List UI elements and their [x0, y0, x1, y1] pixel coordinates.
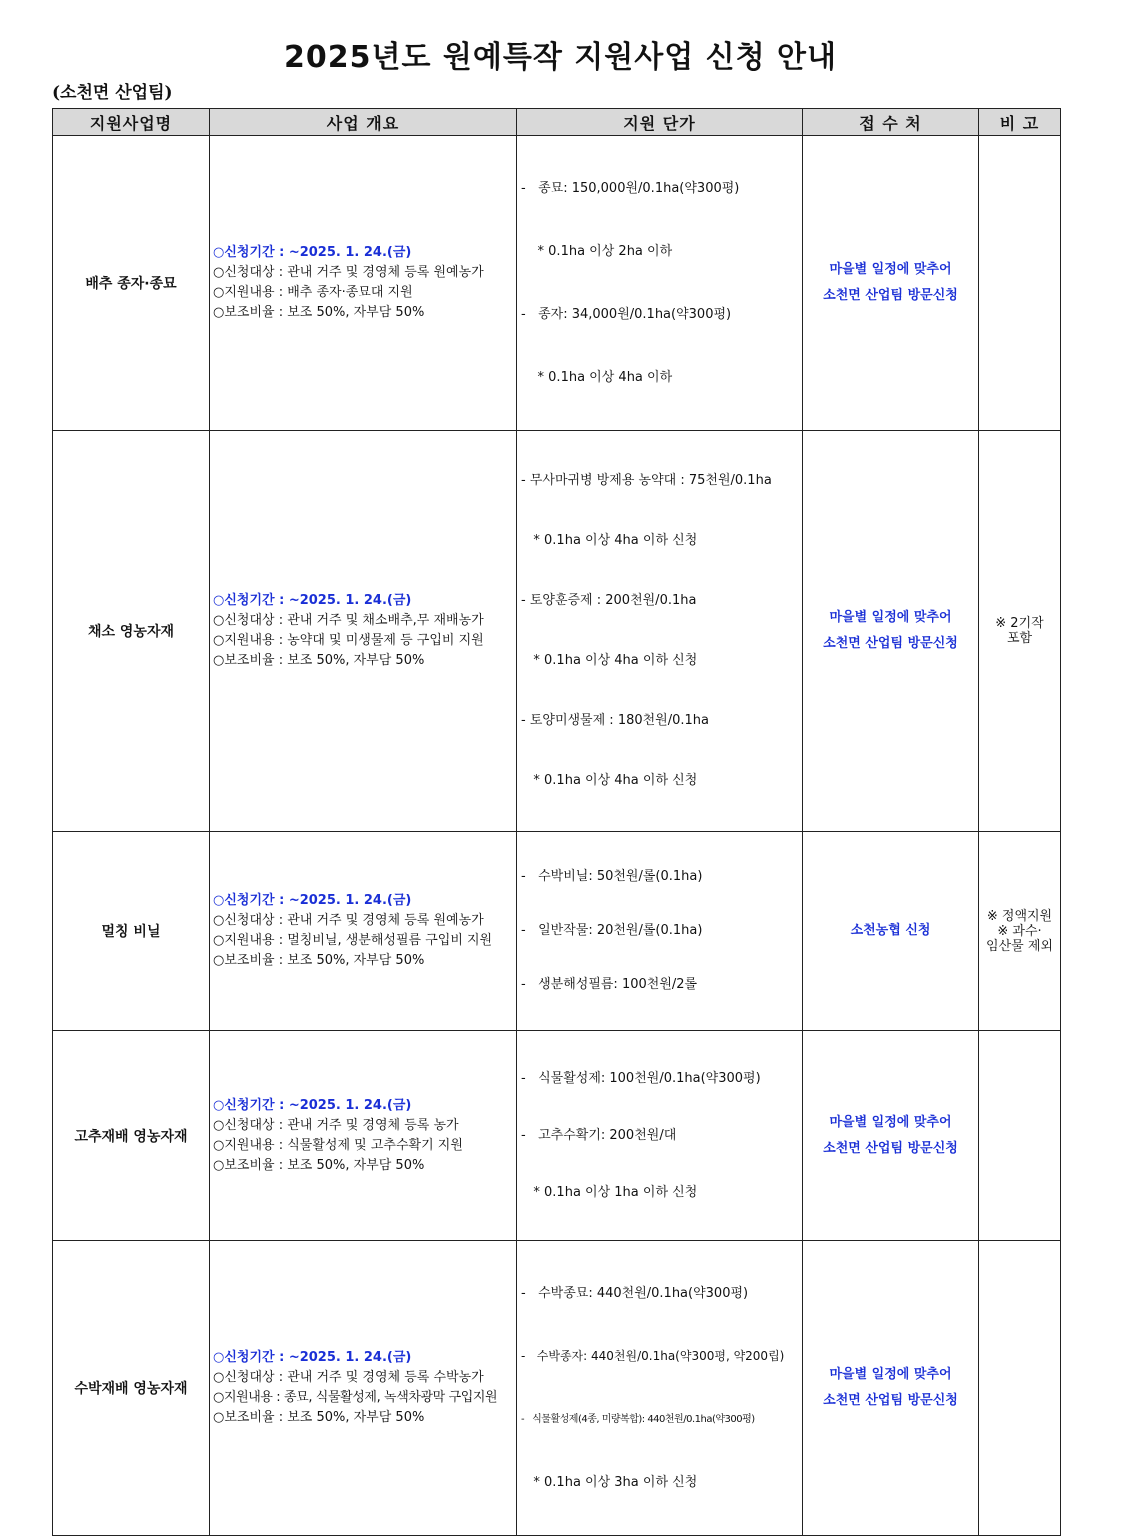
note-cell	[979, 1031, 1061, 1241]
unit-price	[517, 832, 803, 1031]
reception-place	[803, 832, 979, 1031]
price-line: - 토양미생물제 : 180천원/0.1ha	[521, 713, 710, 728]
price-line: - 종묘: 150,000원/0.1ha(약300평)	[521, 181, 740, 196]
subsidy-ratio: ○보조비율 : 보조 50%, 자부담 50%	[213, 305, 425, 320]
price-line: * 0.1ha 이상 4ha 이하 신청	[521, 653, 698, 668]
support-content: ○지원내용 : 배추 종자·종묘대 지원	[213, 285, 413, 300]
application-target: ○신청대상 : 관내 거주 및 경영체 등록 원예농가	[213, 265, 484, 280]
program-overview	[210, 1031, 517, 1241]
reception-line: 마을별 일정에 맞추어	[829, 1114, 952, 1130]
reception-place	[803, 136, 979, 431]
application-target: ○신청대상 : 관내 거주 및 경영체 등록 농가	[213, 1117, 459, 1133]
price-line: - 수박비닐: 50천원/롤(0.1ha)	[521, 869, 703, 884]
table-row	[53, 136, 1061, 431]
price-line: - 무사마귀병 방제용 농약대 : 75천원/0.1ha	[521, 473, 772, 488]
header-overview: 사업 개요	[210, 109, 517, 136]
subsidy-ratio: ○보조비율 : 보조 50%, 자부담 50%	[213, 653, 425, 668]
application-period: ○신청기간 : ~2025. 1. 24.(금)	[213, 1350, 412, 1365]
price-line: - 일반작물: 20천원/롤(0.1ha)	[521, 923, 703, 938]
application-period: ○신청기간 : ~2025. 1. 24.(금)	[213, 245, 412, 260]
page-title: 2025년도 원예특작 지원사업 신청 안내	[284, 40, 837, 75]
price-line: - 수박종자: 440천원/0.1ha(약300평, 약200립)	[521, 1349, 785, 1363]
support-content: ○지원내용 : 식물활성제 및 고추수확기 지원	[213, 1137, 463, 1153]
reception-line: 소천농협 신청	[850, 923, 931, 938]
price-line: * 0.1ha 이상 1ha 이하 신청	[521, 1185, 698, 1200]
program-overview	[210, 431, 517, 832]
header-program-name: 지원사업명	[53, 109, 210, 136]
program-name: 멀칭 비닐	[53, 832, 210, 1031]
support-content: ○지원내용 : 종묘, 식물활성제, 녹색차광막 구입지원	[213, 1390, 498, 1405]
program-overview	[210, 832, 517, 1031]
program-name: 고추재배 영농자재	[53, 1031, 210, 1241]
subsidy-ratio: ○보조비율 : 보조 50%, 자부담 50%	[213, 953, 425, 968]
program-overview	[210, 1241, 517, 1536]
reception-line: 소천면 산업팀 방문신청	[823, 1393, 958, 1408]
price-line: - 식물활성제(4종, 미량복합): 440천원/0.1ha(약300평)	[521, 1414, 755, 1425]
application-period: ○신청기간 : ~2025. 1. 24.(금)	[213, 1097, 412, 1113]
price-line: * 0.1ha 이상 3ha 이하 신청	[521, 1475, 698, 1490]
unit-price	[517, 136, 803, 431]
reception-line: 소천면 산업팀 방문신청	[823, 288, 958, 303]
program-overview	[210, 136, 517, 431]
table-row	[53, 832, 1061, 1031]
price-line: * 0.1ha 이상 4ha 이하	[521, 370, 673, 385]
note-text: ※ 정액지원 ※ 과수· 임산물 제외	[986, 908, 1053, 954]
unit-price	[517, 1241, 803, 1536]
note-cell	[979, 136, 1061, 431]
program-name: 채소 영농자재	[53, 431, 210, 832]
price-line: - 식물활성제: 100천원/0.1ha(약300평)	[521, 1071, 761, 1086]
support-content: ○지원내용 : 농약대 및 미생물제 등 구입비 지원	[213, 633, 484, 648]
price-line: - 토양훈증제 : 200천원/0.1ha	[521, 593, 697, 608]
application-target: ○신청대상 : 관내 거주 및 채소배추,무 재배농가	[213, 613, 484, 628]
reception-line: 소천면 산업팀 방문신청	[823, 1140, 958, 1156]
price-line: - 생분해성필름: 100천원/2롤	[521, 977, 698, 992]
application-target: ○신청대상 : 관내 거주 및 경영체 등록 원예농가	[213, 913, 484, 928]
price-line: * 0.1ha 이상 2ha 이하	[521, 244, 673, 259]
note-cell	[979, 1241, 1061, 1536]
subsidy-ratio: ○보조비율 : 보조 50%, 자부담 50%	[213, 1410, 425, 1425]
price-line: - 종자: 34,000원/0.1ha(약300평)	[521, 307, 732, 322]
reception-place	[803, 1031, 979, 1241]
application-target: ○신청대상 : 관내 거주 및 경영체 등록 수박농가	[213, 1370, 484, 1385]
reception-line: 마을별 일정에 맞추어	[829, 610, 952, 625]
subsidy-ratio: ○보조비율 : 보조 50%, 자부담 50%	[213, 1157, 425, 1173]
price-line: - 고추수확기: 200천원/대	[521, 1128, 677, 1143]
unit-price	[517, 1031, 803, 1241]
price-line: * 0.1ha 이상 4ha 이하 신청	[521, 773, 698, 788]
table-row	[53, 1031, 1061, 1241]
header-reception: 접 수 처	[803, 109, 979, 136]
department-label: (소천면 산업팀)	[52, 83, 173, 103]
unit-price	[517, 431, 803, 832]
note-text: ※ 2기작 포함	[995, 616, 1044, 646]
program-name: 수박재배 영농자재	[53, 1241, 210, 1536]
note-cell	[979, 832, 1061, 1031]
price-line: - 수박종묘: 440천원/0.1ha(약300평)	[521, 1286, 749, 1301]
header-unit-price: 지원 단가	[517, 109, 803, 136]
application-period: ○신청기간 : ~2025. 1. 24.(금)	[213, 893, 412, 908]
reception-line: 마을별 일정에 맞추어	[829, 1367, 952, 1382]
application-period: ○신청기간 : ~2025. 1. 24.(금)	[213, 593, 412, 608]
table-row	[53, 1241, 1061, 1536]
note-cell	[979, 431, 1061, 832]
support-programs-table	[52, 108, 1061, 1536]
program-name: 배추 종자·종묘	[53, 136, 210, 431]
support-content: ○지원내용 : 멀칭비닐, 생분해성필름 구입비 지원	[213, 933, 493, 948]
table-header-row	[53, 109, 1061, 136]
reception-line: 소천면 산업팀 방문신청	[823, 636, 958, 651]
table-row	[53, 431, 1061, 832]
header-note: 비 고	[979, 109, 1061, 136]
price-line: * 0.1ha 이상 4ha 이하 신청	[521, 533, 698, 548]
reception-place	[803, 1241, 979, 1536]
reception-line: 마을별 일정에 맞추어	[829, 262, 952, 277]
reception-place	[803, 431, 979, 832]
